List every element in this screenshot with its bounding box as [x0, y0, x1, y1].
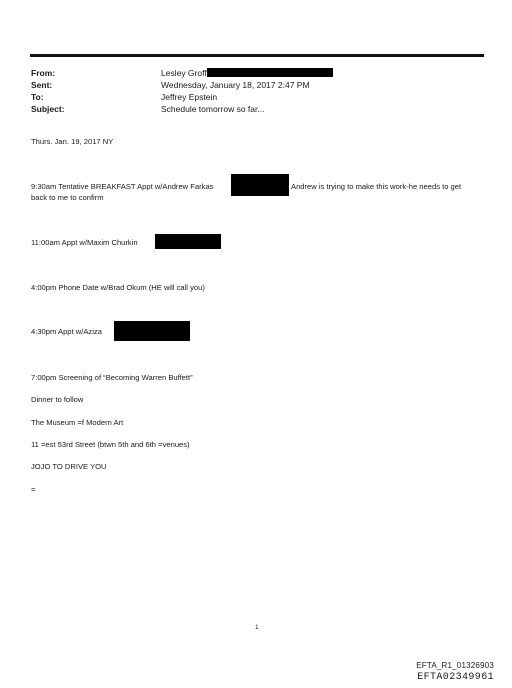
breakfast-line-c: back to me to confirm: [31, 193, 104, 202]
aziza-line: 4:30pm Appt w/Aziza: [31, 327, 102, 336]
address-line: 11 =est 53rd Street (btwn 5th and 6th =venues): [31, 440, 190, 449]
from-value: Lesley Groff: [161, 68, 207, 78]
redaction-block: [114, 321, 190, 341]
breakfast-line-a: 9:30am Tentative BREAKFAST Appt w/Andrew Farkas: [31, 182, 214, 191]
bates-number-secondary: EFTA02349961: [417, 672, 494, 683]
okum-line: 4:00pm Phone Date w/Brad Okum (HE will call you): [31, 283, 205, 292]
sent-value: Wednesday, January 18, 2017 2:47 PM: [161, 80, 310, 90]
bates-number-primary: EFTA_R1_01326903: [416, 661, 494, 670]
sent-label: Sent:: [31, 80, 53, 90]
dinner-line: Dinner to follow: [31, 395, 84, 404]
museum-line: The Museum =f Modern Art: [31, 418, 124, 427]
redaction-block: [155, 234, 221, 249]
breakfast-line-b: Andrew is trying to make this work-he needs to get: [291, 182, 462, 191]
to-label: To:: [31, 92, 44, 102]
redaction-block: [231, 174, 289, 196]
header-rule: [30, 54, 484, 57]
from-label: From:: [31, 68, 56, 78]
page-number: 1: [255, 624, 259, 631]
churkin-line: 11:00am Appt w/Maxim Churkin: [31, 238, 138, 247]
subject-value: Schedule tomorrow so far...: [161, 104, 265, 114]
trailing-line: =: [31, 485, 36, 494]
subject-label: Subject:: [31, 104, 65, 114]
to-value: Jeffrey Epstein: [161, 92, 218, 102]
screening-line: 7:00pm Screening of “Becoming Warren Buffett”: [31, 373, 193, 382]
date-line: Thurs. Jan. 19, 2017 NY: [31, 137, 114, 146]
jojo-line: JOJO TO DRIVE YOU: [31, 462, 107, 471]
redaction-block: [207, 68, 333, 77]
